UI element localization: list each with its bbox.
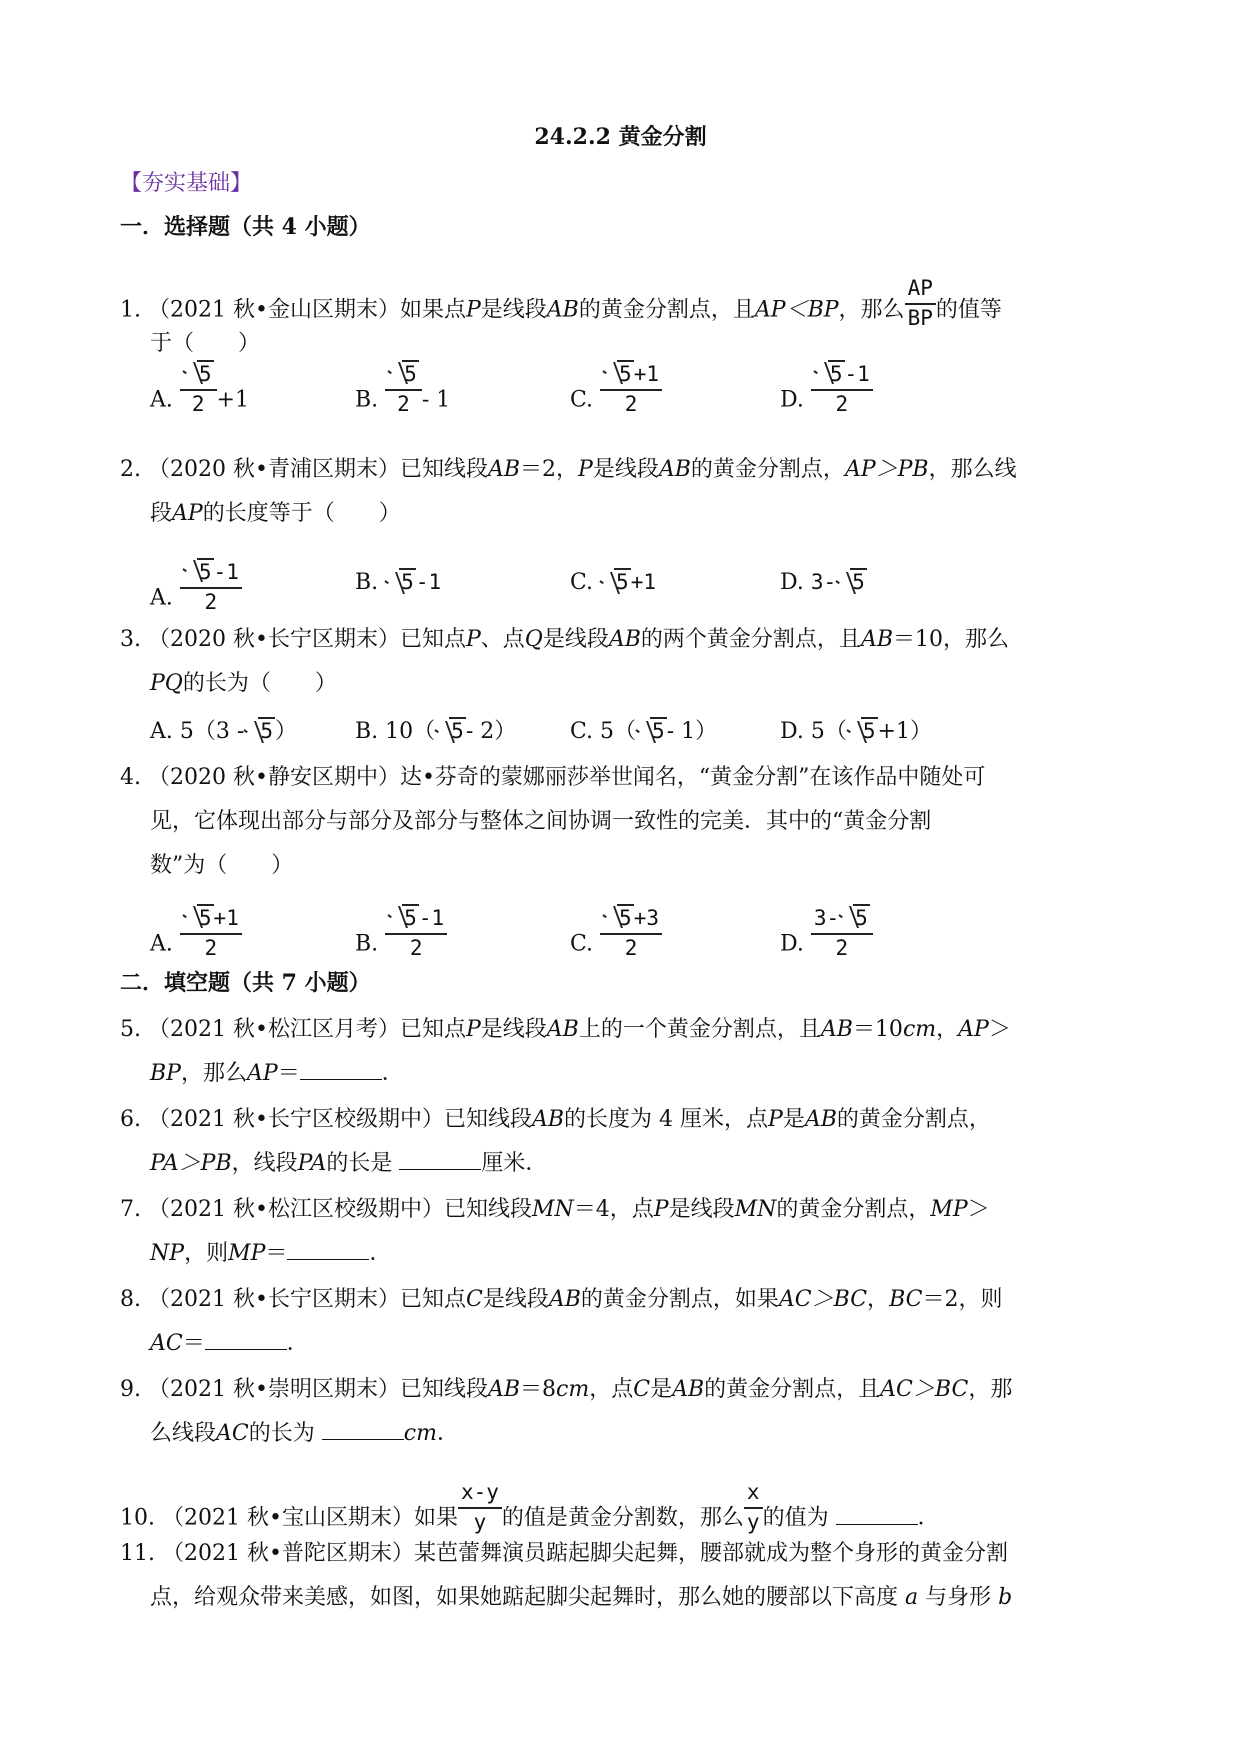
option-a[interactable]: A. 5（3 - 5） xyxy=(150,719,297,744)
option-b[interactable]: B. 10（ 5- 2） xyxy=(355,719,517,744)
question-number: 4. xyxy=(120,765,141,790)
sqrt-symbol: 5 xyxy=(836,570,867,594)
question-1-line-2: 于（ ） xyxy=(150,331,261,356)
fraction: $\frac{3- 5}{2}$ xyxy=(811,904,873,961)
question-9-line-1: 9. （2021 秋•崇明区期末）已知线段AB＝8cm，点C是AB的黄金分割点，且AC＞BC，那 xyxy=(120,1377,1013,1402)
fraction: $\frac{5}{2}$ xyxy=(180,360,217,417)
option-a[interactable]: A. $\frac{5-1}{2}$ xyxy=(150,570,242,627)
question-number: 2. xyxy=(120,457,141,482)
fraction: $\frac{5}{2}$ xyxy=(385,360,422,417)
question-8-line-2: AC＝ ． xyxy=(150,1331,309,1356)
option-c[interactable]: C. 5（ 5- 1） xyxy=(570,719,718,744)
fraction: $\frac{x}{y}$ xyxy=(744,1478,763,1535)
question-number: 11. xyxy=(120,1541,155,1566)
sqrt-symbol: 5 xyxy=(814,360,845,388)
option-d[interactable]: D. $\frac{5-1}{2}$ xyxy=(780,372,873,429)
question-4-line-3: 数”为（ ） xyxy=(150,853,294,878)
answer-blank[interactable] xyxy=(399,1151,481,1170)
answer-blank[interactable] xyxy=(300,1061,382,1080)
fraction: $\frac{x-y}{y}$ xyxy=(458,1478,502,1535)
question-1-line-1: 1. （2021 秋•金山区期末）如果点P是线段AB的黄金分割点，且AP＜BP，那么 $\frac{AP}{BP}$ 的值等 xyxy=(120,276,1002,330)
question-9-line-2: 么线段AC的长为 cm． xyxy=(150,1421,459,1446)
sqrt-symbol: 5 xyxy=(385,570,416,594)
question-2-line-1: 2. （2020 秋•青浦区期末）已知线段AB＝2，P是线段AB的黄金分割点，AP＞PB，那么线 xyxy=(120,457,1017,482)
answer-blank[interactable] xyxy=(287,1241,369,1260)
sqrt-symbol: 5 xyxy=(388,360,419,388)
option-b[interactable]: B. 5-1 xyxy=(355,570,442,595)
question-4-line-2: 见，它体现出部分与部分及部分与整体之间协调一致性的完美．其中的“黄金分割 xyxy=(150,809,932,834)
sqrt-symbol: 5 xyxy=(388,904,419,932)
question-5-line-1: 5. （2021 秋•松江区月考）已知点P是线段AB上的一个黄金分割点，且AB＝10cm，AP＞ xyxy=(120,1017,1011,1042)
sqrt-symbol: 5 xyxy=(600,570,631,594)
question-4-line-1: 4. （2020 秋•静安区期中）达•芬奇的蒙娜丽莎举世闻名，“黄金分割”在该作品中随处可 xyxy=(120,765,986,790)
option-d[interactable]: D. 5（ 5+1） xyxy=(780,719,932,744)
sqrt-symbol: 5 xyxy=(847,719,878,743)
question-3-line-2: PQ的长为（ ） xyxy=(150,671,337,696)
answer-blank[interactable] xyxy=(205,1331,287,1350)
sqrt-symbol: 5 xyxy=(435,719,466,743)
option-d[interactable]: D. 3- 5 xyxy=(780,570,865,595)
sqrt-symbol: 5 xyxy=(183,904,214,932)
sqrt-symbol: 5 xyxy=(244,719,275,743)
question-6-line-2: PA＞PB，线段PA的长是 厘米． xyxy=(150,1151,548,1176)
sqrt-symbol: 5 xyxy=(183,360,214,388)
option-c[interactable]: C. $\frac{5+1}{2}$ xyxy=(570,372,662,429)
answer-blank[interactable] xyxy=(836,1506,918,1525)
question-5-line-2: BP，那么AP＝ ． xyxy=(150,1061,404,1086)
option-a[interactable]: A. $\frac{5+1}{2}$ xyxy=(150,916,242,973)
option-c[interactable]: C. $\frac{5+3}{2}$ xyxy=(570,916,662,973)
question-number: 6. xyxy=(120,1107,141,1132)
question-number: 3. xyxy=(120,627,141,652)
fraction: $\frac{5-1}{2}$ xyxy=(385,904,447,961)
option-c[interactable]: C. 5+1 xyxy=(570,570,656,595)
sqrt-symbol: 5 xyxy=(839,904,870,932)
section-heading-choice: 一．选择题（共 4 小题） xyxy=(120,214,371,240)
page-title: 24.2.2 黄金分割 xyxy=(534,124,707,150)
option-a[interactable]: A. $\frac{5}{2}$ +1 xyxy=(150,362,249,416)
sqrt-symbol: 5 xyxy=(183,558,214,586)
question-11-line-1: 11. （2021 秋•普陀区期末）某芭蕾舞演员踮起脚尖起舞，腰部就成为整个身形的黄金分割 xyxy=(120,1541,1008,1566)
fraction: $\frac{5+3}{2}$ xyxy=(600,904,662,961)
sqrt-symbol: 5 xyxy=(603,904,634,932)
question-2-line-2: 段AP的长度等于（ ） xyxy=(150,501,401,526)
fraction: $\frac{5+1}{2}$ xyxy=(180,904,242,961)
question-7-line-1: 7. （2021 秋•松江区校级期中）已知线段MN＝4，点P是线段MN的黄金分割点，MP＞ xyxy=(120,1197,990,1222)
question-7-line-2: NP，则MP＝ ． xyxy=(150,1241,392,1266)
question-number: 1. xyxy=(120,297,141,323)
fraction: $\frac{5-1}{2}$ xyxy=(180,558,242,615)
question-number: 8. xyxy=(120,1287,141,1312)
section-tag: 【夯实基础】 xyxy=(120,171,253,196)
question-number: 9. xyxy=(120,1377,141,1402)
question-11-line-2: 点，给观众带来美感，如图，如果她踮起脚尖起舞时，那么她的腰部以下高度 a 与身形 b xyxy=(150,1585,1013,1610)
option-b[interactable]: B. $\frac{5}{2}$ - 1 xyxy=(355,362,451,416)
sqrt-symbol: 5 xyxy=(603,360,634,388)
answer-blank[interactable] xyxy=(322,1421,404,1440)
question-8-line-1: 8. （2021 秋•长宁区期末）已知点C是线段AB的黄金分割点，如果AC＞BC，BC＝2，则 xyxy=(120,1287,1003,1312)
option-b[interactable]: B. $\frac{5-1}{2}$ xyxy=(355,916,447,973)
question-3-line-1: 3. （2020 秋•长宁区期末）已知点P、点Q是线段AB的两个黄金分割点，且AB＝10，那么 xyxy=(120,627,1009,652)
question-number: 5. xyxy=(120,1017,141,1042)
fraction: $\frac{AP}{BP}$ xyxy=(905,274,936,331)
fraction: $\frac{5+1}{2}$ xyxy=(600,360,662,417)
sqrt-symbol: 5 xyxy=(636,719,667,743)
section-heading-fill: 二．填空题（共 7 小题） xyxy=(120,970,371,996)
question-10-line-1: 10. （2021 秋•宝山区期末）如果 $\frac{x-y}{y}$ 的值是黄金分割数，那么 $\frac{x}{y}$ 的值为 ． xyxy=(120,1480,940,1534)
fraction: $\frac{5-1}{2}$ xyxy=(811,360,873,417)
question-6-line-1: 6. （2021 秋•长宁区校级期中）已知线段AB的长度为 4 厘米，点P是AB的黄金分割点， xyxy=(120,1107,991,1132)
option-d[interactable]: D. $\frac{3- 5}{2}$ xyxy=(780,916,873,973)
question-number: 7. xyxy=(120,1197,141,1222)
question-number: 10. xyxy=(120,1505,155,1531)
